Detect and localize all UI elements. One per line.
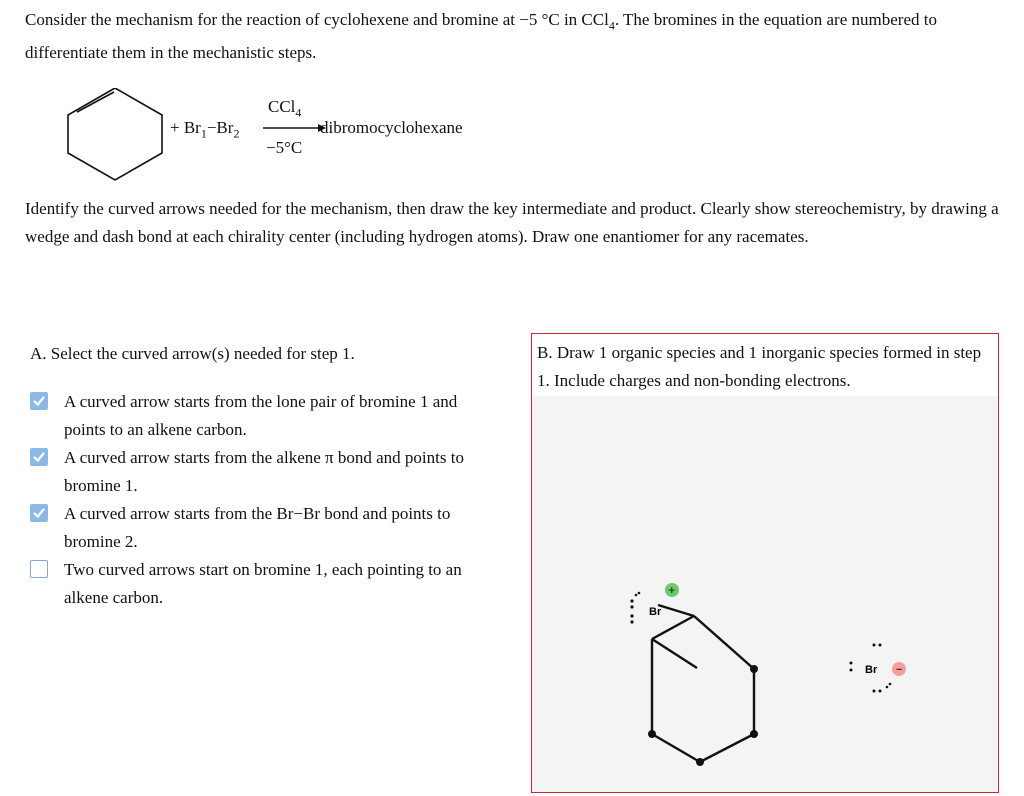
answer-option[interactable] (30, 388, 500, 444)
checkmark-icon (32, 506, 46, 520)
checkmark-icon (32, 450, 46, 464)
bromide-atom-label[interactable]: Br (865, 664, 878, 676)
lone-pair-dot (889, 683, 892, 686)
lone-pair-dot (630, 599, 633, 602)
temperature-label: −5°C (266, 138, 303, 157)
bromine-atom-label[interactable]: Br (649, 606, 662, 618)
answer-option-label: A curved arrow starts from the alkene π bond and points to bromine 1. (64, 448, 464, 495)
lone-pair-dot (630, 620, 633, 623)
bond-c4-c3[interactable] (700, 734, 754, 762)
cyclohexene-ring (68, 88, 162, 180)
bond-ring-fusion[interactable] (652, 639, 697, 668)
reaction-scheme (60, 88, 520, 188)
lone-pair-dot (879, 690, 882, 693)
answer-option[interactable] (30, 444, 500, 500)
section-b-panel (531, 333, 999, 793)
solvent-label: CCl$_4$ (268, 97, 302, 120)
section-a (30, 340, 500, 612)
intro-part-1: Consider the mechanism for the reaction of cyclohexene and bromine at −5 °C in CCl (25, 10, 609, 29)
atom-dot[interactable] (648, 730, 656, 738)
positive-charge-sign: + (668, 585, 675, 597)
lone-pair-dot (638, 592, 641, 595)
bromonium-intermediate[interactable] (652, 605, 754, 762)
lone-pair-dot (635, 594, 638, 597)
atom-dot[interactable] (750, 730, 758, 738)
checkbox-unchecked[interactable] (30, 560, 48, 578)
lone-pair-dot (850, 662, 853, 665)
bond-c1-c6[interactable] (652, 616, 694, 639)
checkbox-checked[interactable] (30, 504, 48, 522)
lone-pair-dot (850, 669, 853, 672)
checkbox-checked[interactable] (30, 392, 48, 410)
answer-option-label: A curved arrow starts from the Br−Br bond and points to bromine 2. (64, 504, 451, 551)
answer-option[interactable] (30, 500, 500, 556)
bond-c6-c5[interactable] (694, 616, 754, 669)
section-b-prompt: B. Draw 1 organic species and 1 inorganic species formed in step 1. Include charges and non-bonding electrons. (532, 334, 998, 400)
checkmark-icon (32, 394, 46, 408)
lone-pair-dot (630, 614, 633, 617)
lone-pair-dot (873, 644, 876, 647)
answer-option-label: A curved arrow starts from the lone pair of bromine 1 and points to an alkene carbon. (64, 392, 458, 439)
atom-dot[interactable] (696, 758, 704, 766)
instructions-text: Identify the curved arrows needed for the mechanism, then draw the key intermediate and product. Clearly show stereochemistry, by drawing a wedge and dash bond at each chirality center (including hydrogen atoms). Draw one enantiomer for any racemates. (25, 199, 999, 246)
answer-option[interactable] (30, 556, 500, 612)
lone-pair-dot (630, 605, 633, 608)
bond-br-carbon[interactable] (658, 605, 694, 616)
intro-subscript: 4 (608, 18, 615, 33)
alkene-double-bond (77, 92, 114, 112)
reagent-bromine: + $Br_1-Br_2$ (170, 118, 240, 141)
lone-pair-dot (886, 686, 889, 689)
lone-pair-dot (873, 690, 876, 693)
product-label: dibromocyclohexane (320, 118, 463, 137)
bond-c3-c2b[interactable] (652, 734, 700, 762)
intro-text (25, 6, 1015, 67)
atom-dot[interactable] (750, 665, 758, 673)
checkbox-checked[interactable] (30, 448, 48, 466)
answer-option-label: Two curved arrows start on bromine 1, each pointing to an alkene carbon. (64, 560, 462, 607)
lone-pair-dot (879, 644, 882, 647)
section-a-prompt: A. Select the curved arrow(s) needed for step 1. (30, 344, 355, 363)
intro-part-2: . The bromines in the equation are numbered to differentiate them in the mechanistic steps. (25, 10, 937, 63)
drawing-canvas[interactable] (532, 396, 998, 792)
negative-charge-sign: − (896, 664, 903, 676)
